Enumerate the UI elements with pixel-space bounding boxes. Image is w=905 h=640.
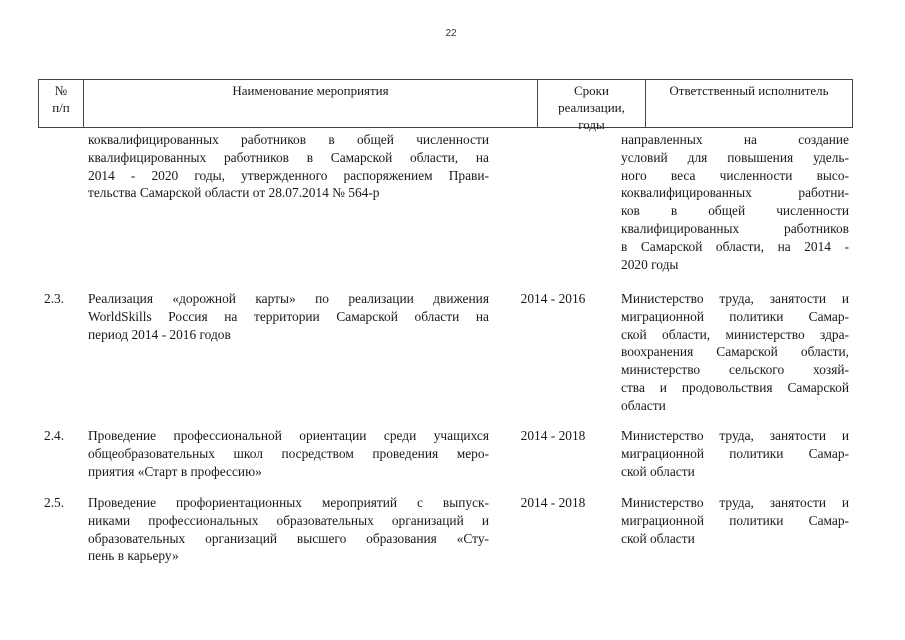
header-term-line: реализации, <box>558 100 625 115</box>
text-line: воохранения Самарской области, <box>621 344 849 360</box>
text-line: миграционной политики Самар- <box>621 512 849 528</box>
text-line: Проведение профессиональной ориентации среди учащихся <box>88 428 489 443</box>
text-line: тельства Самарской области от 28.07.2014 № 564-р <box>88 185 380 201</box>
text-line: квалифицированных работников в Самарской области, на <box>88 149 489 165</box>
header-num <box>39 82 83 129</box>
row-term: 2014 - 2018 <box>520 428 586 443</box>
continuation-name <box>88 131 489 202</box>
row-executor <box>621 494 849 547</box>
header-term <box>538 82 645 132</box>
header-name: Наименование мероприятия <box>232 83 389 98</box>
text-line: пень в карьеру» <box>88 548 179 564</box>
text-line: ного веса численности высо- <box>621 167 849 183</box>
text-line: период 2014 - 2016 годов <box>88 326 231 342</box>
text-line: Проведение профориентационных мероприятий с выпуск- <box>88 495 489 510</box>
header-term-line: Сроки <box>574 83 609 98</box>
text-line: миграционной политики Самар- <box>621 308 849 324</box>
row-term: 2014 - 2016 <box>520 291 586 306</box>
text-line: Министерство труда, занятости и <box>621 291 849 306</box>
text-line: условий для повышения удель- <box>621 149 849 165</box>
text-line: 2014 - 2020 годы, утвержденного распоряжением Прави- <box>88 167 489 183</box>
header-term-line: годы <box>578 117 605 132</box>
text-line: ков в общей численности <box>621 203 849 219</box>
text-line: образовательных организаций высшего образования «Сту- <box>88 530 489 546</box>
text-line: приятия «Старт в профессию» <box>88 463 262 479</box>
row-name <box>88 494 489 565</box>
text-line: коквалифицированных работни- <box>621 185 849 201</box>
row-number: 2.5. <box>44 495 65 510</box>
text-line: ства и продовольствия Самарской <box>621 379 849 395</box>
text-line: WorldSkills Россия на территории Самарской области на <box>88 308 489 324</box>
row-executor <box>621 427 849 480</box>
text-line: ской области <box>621 463 695 479</box>
row-name <box>88 427 489 480</box>
text-line: квалифицированных работников <box>621 220 849 236</box>
text-line: Реализация «дорожной карты» по реализации движения <box>88 291 489 306</box>
text-line: ской области <box>621 530 695 546</box>
row-number: 2.4. <box>44 428 65 443</box>
text-line: никами профессиональных образовательных организаций и <box>88 512 489 528</box>
row-term: 2014 - 2018 <box>520 495 586 510</box>
header-num-line: п/п <box>52 100 70 115</box>
text-line: Министерство труда, занятости и <box>621 495 849 510</box>
header-num-line: № <box>54 83 68 98</box>
text-line: 2020 годы <box>621 256 679 272</box>
text-line: ской области, министерство здра- <box>621 326 849 342</box>
page-number: 22 <box>445 28 457 39</box>
text-line: в Самарской области, на 2014 - <box>621 238 849 254</box>
text-line: министерство сельского хозяй- <box>621 362 849 378</box>
row-name <box>88 290 489 343</box>
continuation-executor <box>621 131 849 273</box>
text-line: направленных на создание <box>621 132 849 147</box>
text-line: Министерство труда, занятости и <box>621 428 849 443</box>
text-line: миграционной политики Самар- <box>621 445 849 461</box>
table-header <box>38 79 853 132</box>
row-executor <box>621 290 849 415</box>
row-number: 2.3. <box>44 291 65 306</box>
text-line: области <box>621 397 666 413</box>
header-executor: Ответственный исполнитель <box>669 83 829 98</box>
text-line: коквалифицированных работников в общей численности <box>88 132 489 147</box>
text-line: общеобразовательных школ посредством проведения меро- <box>88 445 489 461</box>
